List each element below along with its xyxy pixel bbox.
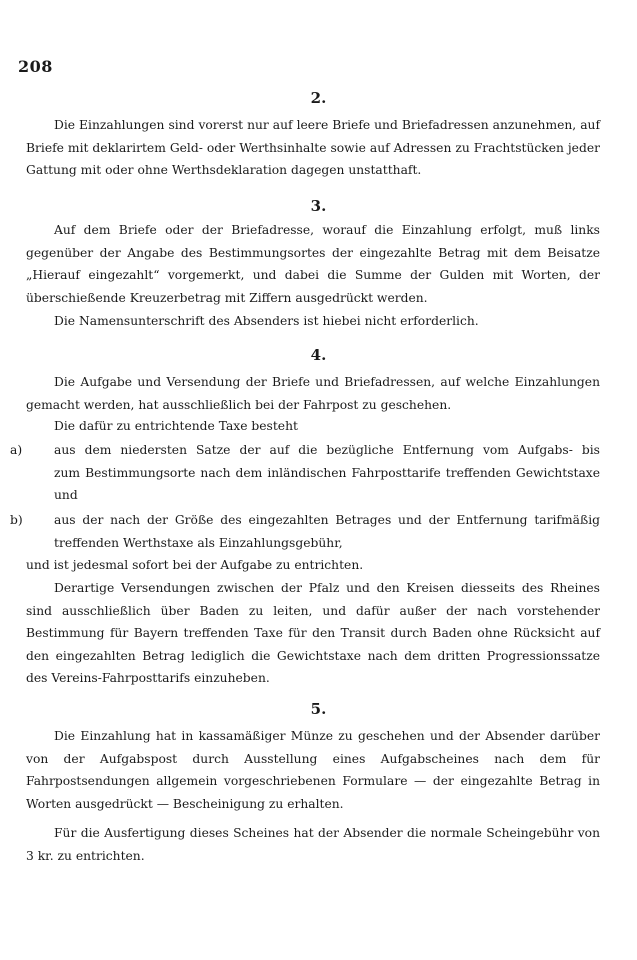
item-a-line-1: aus dem niedersten Satze der auf die bezügliche Entfernung vom Aufgabs- bis xyxy=(54,443,600,457)
item-a-line-2: zum Bestimmungsorte nach dem inländischen Fahrposttarife treffenden Gewichtstaxe xyxy=(54,465,600,480)
section-3-paragraph-1: Auf dem Briefe oder der Briefadresse, worauf die Einzahlung erfolgt, muß links gegenüber der Angabe des Bestimmungsortes der eingezahlte Betrag mit dem Beisatze „Hierauf eingezahlt“ vorgemerkt, und dabei die Summe der Gulden mit Worten, der überschießende Kreuzerbetrag mit Ziffern ausgedrückt werden. xyxy=(26,223,600,305)
page-number: 208 xyxy=(18,57,53,76)
section-heading-2: 2. xyxy=(310,89,327,107)
list-item-a xyxy=(10,439,600,507)
section-2-paragraph: Die Einzahlungen sind vorerst nur auf leere Briefe und Briefadressen anzunehmen, auf Briefe mit deklarirtem Geld- oder Werthsinhalte sowie auf Adressen zu Frachtstücken jeder Gattung mit oder ohne Werthsdeklaration dagegen unstatthaft. xyxy=(26,118,600,177)
section-heading-3: 3. xyxy=(310,197,327,215)
section-heading-4: 4. xyxy=(310,346,327,364)
item-b-line-2: treffenden Werthstaxe als Einzahlungsgebühr, xyxy=(54,535,343,550)
section-5-paragraph-1: Die Einzahlung hat in kassamäßiger Münze zu geschehen und der Absender darüber von der Aufgabspost durch Ausstellung eines Aufgabscheines nach dem für Fahrpostsendungen allgemein vorgeschriebenen Formulare — der eingezahlte Betrag in Worten ausgedrückt — Bescheinigung zu erhalten. xyxy=(26,729,600,811)
item-b-line-3: und ist jedesmal sofort bei der Aufgabe zu entrichten. xyxy=(26,558,364,572)
section-heading-5: 5. xyxy=(310,700,327,718)
item-b-line-1: aus der nach der Größe des eingezahlten Betrages und der Entfernung tarifmäßig xyxy=(54,513,600,527)
section-4-paragraph-1: Die Aufgabe und Versendung der Briefe und Briefadressen, auf welche Einzahlungen gemacht werden, hat ausschließlich bei der Fahrpost zu geschehen. xyxy=(26,375,600,412)
list-marker-b: b) xyxy=(10,513,23,527)
section-4-paragraph-3: Derartige Versendungen zwischen der Pfalz und den Kreisen diesseits des Rheines sind ausschließlich über Baden zu leiten, und dafür außer der nach vorstehender Bestimmung für Bayern treffenden Taxe für den Transit durch Baden ohne Rücksicht auf den eingezahlten Betrag lediglich die Gewichtstaxe nach dem dritten Progressionssatze des Vereins-Fahrposttarifs einzuheben. xyxy=(26,581,600,685)
section-4-paragraph-2: Die dafür zu entrichtende Taxe besteht xyxy=(54,419,298,433)
list-marker-a: a) xyxy=(10,443,23,457)
section-5-paragraph-2: Für die Ausfertigung dieses Scheines hat der Absender die normale Scheingebühr von 3 kr. zu entrichten. xyxy=(26,826,600,863)
section-3-paragraph-2: Die Namensunterschrift des Absenders ist hiebei nicht erforderlich. xyxy=(54,314,479,328)
item-a-line-3: und xyxy=(54,488,78,502)
list-item-b xyxy=(10,509,600,577)
